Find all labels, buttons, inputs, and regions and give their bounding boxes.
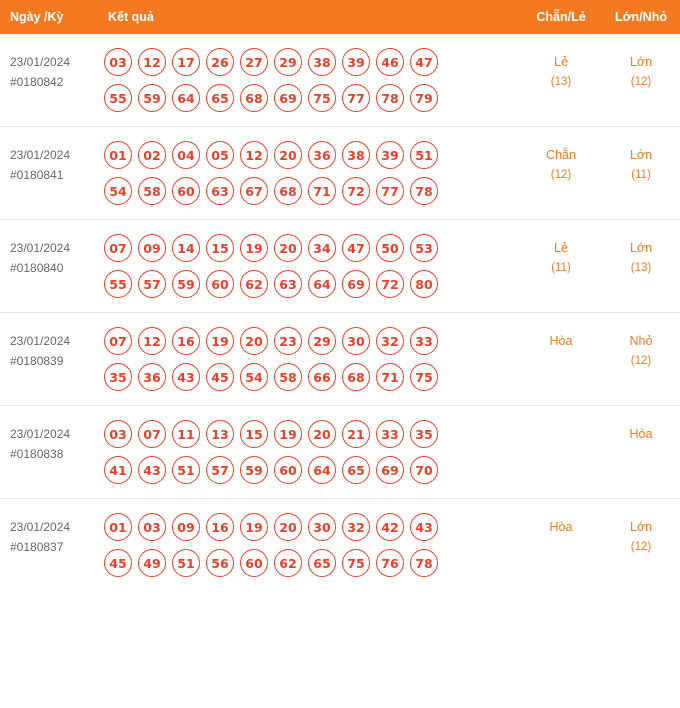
odd-even-value: Hòa (549, 334, 573, 348)
result-ball: 42 (376, 513, 404, 541)
result-ball: 45 (104, 549, 132, 577)
result-ball: 07 (138, 420, 166, 448)
ball-row (104, 141, 520, 169)
result-ball: 20 (274, 513, 302, 541)
result-ball: 60 (240, 549, 268, 577)
result-ball: 57 (206, 456, 234, 484)
result-ball: 78 (410, 549, 438, 577)
result-ball: 63 (206, 177, 234, 205)
result-ball: 20 (308, 420, 336, 448)
odd-even-cell (520, 327, 602, 351)
result-ball: 35 (104, 363, 132, 391)
result-ball: 69 (376, 456, 404, 484)
big-small-cell (602, 327, 680, 371)
big-small-value: Lớn (629, 520, 653, 534)
result-ball: 56 (206, 549, 234, 577)
result-ball: 68 (274, 177, 302, 205)
ball-row (104, 234, 520, 262)
result-ball: 59 (172, 270, 200, 298)
ball-row (104, 456, 520, 484)
odd-even-value: Lẻ (554, 241, 568, 255)
result-ball: 64 (172, 84, 200, 112)
table-row (0, 34, 680, 127)
result-ball: 65 (206, 84, 234, 112)
result-date-cell (0, 48, 100, 92)
column-header-result: Kết quả (108, 10, 154, 24)
result-ball: 19 (240, 513, 268, 541)
odd-even-cell (520, 234, 602, 278)
result-ball: 60 (274, 456, 302, 484)
ball-row (104, 48, 520, 76)
result-ball: 03 (138, 513, 166, 541)
result-ball: 75 (308, 84, 336, 112)
result-ball: 78 (410, 177, 438, 205)
result-ball: 15 (206, 234, 234, 262)
table-row (0, 127, 680, 220)
result-ball: 55 (104, 270, 132, 298)
result-ball: 51 (172, 549, 200, 577)
result-ball: 03 (104, 48, 132, 76)
result-ball: 07 (104, 327, 132, 355)
result-date-cell (0, 513, 100, 557)
result-ball: 60 (172, 177, 200, 205)
result-ball: 62 (240, 270, 268, 298)
result-ball: 16 (172, 327, 200, 355)
big-small-count: (11) (631, 169, 651, 181)
result-ball: 39 (342, 48, 370, 76)
table-row (0, 313, 680, 406)
result-ball: 75 (410, 363, 438, 391)
draw-date: 23/01/2024 (10, 334, 71, 348)
table-row (0, 406, 680, 499)
result-ball: 57 (138, 270, 166, 298)
result-ball: 20 (274, 141, 302, 169)
ball-row (104, 363, 520, 391)
result-ball: 30 (342, 327, 370, 355)
result-ball: 71 (376, 363, 404, 391)
result-ball: 05 (206, 141, 234, 169)
result-ball: 59 (240, 456, 268, 484)
result-ball: 58 (138, 177, 166, 205)
result-ball: 01 (104, 141, 132, 169)
result-ball: 77 (376, 177, 404, 205)
result-ball: 49 (138, 549, 166, 577)
odd-even-count: (12) (550, 169, 572, 181)
result-ball: 63 (274, 270, 302, 298)
result-ball: 75 (342, 549, 370, 577)
result-ball: 65 (342, 456, 370, 484)
result-ball: 59 (138, 84, 166, 112)
result-ball: 20 (274, 234, 302, 262)
big-small-value: Lớn (629, 148, 653, 162)
column-header-odd-even: Chẵn/Lẻ (536, 10, 586, 24)
result-ball: 15 (240, 420, 268, 448)
result-date-cell (0, 141, 100, 185)
result-ball: 70 (410, 456, 438, 484)
table-header-row (0, 0, 680, 34)
result-ball: 47 (410, 48, 438, 76)
ball-row (104, 420, 520, 448)
result-ball: 71 (308, 177, 336, 205)
result-ball: 34 (308, 234, 336, 262)
result-ball: 46 (376, 48, 404, 76)
result-ball: 79 (410, 84, 438, 112)
result-ball: 43 (410, 513, 438, 541)
result-ball: 12 (240, 141, 268, 169)
result-ball: 43 (172, 363, 200, 391)
result-date-cell (0, 327, 100, 371)
result-ball: 68 (240, 84, 268, 112)
result-ball: 03 (104, 420, 132, 448)
result-ball: 19 (274, 420, 302, 448)
result-ball: 64 (308, 456, 336, 484)
result-ball: 12 (138, 48, 166, 76)
ball-row (104, 513, 520, 541)
result-ball: 58 (274, 363, 302, 391)
big-small-cell (602, 48, 680, 92)
result-ball: 26 (206, 48, 234, 76)
result-ball: 78 (376, 84, 404, 112)
result-ball: 50 (376, 234, 404, 262)
result-date-cell (0, 234, 100, 278)
odd-even-cell (520, 48, 602, 92)
odd-even-count: (13) (550, 76, 572, 88)
ball-row (104, 177, 520, 205)
result-ball: 23 (274, 327, 302, 355)
draw-period: #0180838 (10, 447, 64, 461)
odd-even-value: Chẵn (546, 148, 576, 162)
draw-date: 23/01/2024 (10, 241, 71, 255)
result-balls-cell (100, 327, 520, 391)
result-ball: 43 (138, 456, 166, 484)
big-small-value: Lớn (629, 241, 653, 255)
result-ball: 72 (376, 270, 404, 298)
result-ball: 53 (410, 234, 438, 262)
result-ball: 65 (308, 549, 336, 577)
big-small-count: (12) (630, 541, 652, 553)
result-ball: 51 (172, 456, 200, 484)
big-small-count: (12) (630, 76, 652, 88)
result-ball: 69 (342, 270, 370, 298)
draw-date: 23/01/2024 (10, 427, 71, 441)
result-ball: 21 (342, 420, 370, 448)
big-small-cell (602, 141, 680, 185)
result-ball: 19 (240, 234, 268, 262)
result-ball: 02 (138, 141, 166, 169)
result-ball: 69 (274, 84, 302, 112)
result-ball: 77 (342, 84, 370, 112)
result-ball: 67 (240, 177, 268, 205)
odd-even-count: (11) (551, 262, 571, 274)
result-ball: 38 (342, 141, 370, 169)
ball-row (104, 327, 520, 355)
result-ball: 68 (342, 363, 370, 391)
draw-period: #0180837 (10, 540, 64, 554)
result-ball: 20 (240, 327, 268, 355)
result-ball: 64 (308, 270, 336, 298)
result-ball: 30 (308, 513, 336, 541)
result-ball: 36 (138, 363, 166, 391)
result-ball: 33 (410, 327, 438, 355)
big-small-cell (602, 234, 680, 278)
odd-even-cell (520, 420, 602, 424)
ball-row (104, 84, 520, 112)
big-small-cell (602, 420, 680, 444)
result-ball: 29 (274, 48, 302, 76)
odd-even-value: Hòa (549, 520, 573, 534)
result-ball: 04 (172, 141, 200, 169)
result-ball: 19 (206, 327, 234, 355)
result-ball: 35 (410, 420, 438, 448)
column-header-big-small: Lớn/Nhỏ (615, 10, 667, 24)
result-ball: 39 (376, 141, 404, 169)
result-ball: 09 (172, 513, 200, 541)
result-ball: 36 (308, 141, 336, 169)
result-ball: 12 (138, 327, 166, 355)
table-body (0, 34, 680, 591)
result-date-cell (0, 420, 100, 464)
table-row (0, 499, 680, 591)
result-ball: 51 (410, 141, 438, 169)
draw-period: #0180842 (10, 75, 64, 89)
result-ball: 29 (308, 327, 336, 355)
big-small-value: Hòa (629, 427, 653, 441)
result-ball: 33 (376, 420, 404, 448)
result-ball: 32 (376, 327, 404, 355)
result-ball: 54 (104, 177, 132, 205)
odd-even-cell (520, 141, 602, 185)
result-ball: 72 (342, 177, 370, 205)
draw-date: 23/01/2024 (10, 55, 71, 69)
result-ball: 38 (308, 48, 336, 76)
result-ball: 09 (138, 234, 166, 262)
big-small-value: Lớn (629, 55, 653, 69)
result-ball: 32 (342, 513, 370, 541)
result-ball: 41 (104, 456, 132, 484)
result-balls-cell (100, 234, 520, 298)
table-row (0, 220, 680, 313)
column-header-date: Ngày /Kỳ (10, 10, 64, 24)
draw-period: #0180839 (10, 354, 64, 368)
big-small-count: (13) (630, 262, 652, 274)
result-ball: 07 (104, 234, 132, 262)
draw-period: #0180841 (10, 168, 64, 182)
result-balls-cell (100, 420, 520, 484)
result-ball: 17 (172, 48, 200, 76)
result-balls-cell (100, 48, 520, 112)
odd-even-value: Lẻ (554, 55, 568, 69)
result-ball: 45 (206, 363, 234, 391)
result-ball: 27 (240, 48, 268, 76)
result-ball: 47 (342, 234, 370, 262)
result-ball: 16 (206, 513, 234, 541)
result-ball: 54 (240, 363, 268, 391)
result-ball: 60 (206, 270, 234, 298)
result-ball: 76 (376, 549, 404, 577)
ball-row (104, 549, 520, 577)
result-ball: 62 (274, 549, 302, 577)
result-ball: 13 (206, 420, 234, 448)
draw-date: 23/01/2024 (10, 520, 71, 534)
result-ball: 66 (308, 363, 336, 391)
result-ball: 14 (172, 234, 200, 262)
odd-even-cell (520, 513, 602, 537)
result-ball: 01 (104, 513, 132, 541)
result-ball: 55 (104, 84, 132, 112)
draw-period: #0180840 (10, 261, 64, 275)
ball-row (104, 270, 520, 298)
big-small-cell (602, 513, 680, 557)
big-small-value: Nhỏ (629, 334, 653, 348)
big-small-count: (12) (630, 355, 652, 367)
result-balls-cell (100, 141, 520, 205)
result-ball: 80 (410, 270, 438, 298)
result-balls-cell (100, 513, 520, 577)
draw-date: 23/01/2024 (10, 148, 71, 162)
result-ball: 11 (172, 420, 200, 448)
